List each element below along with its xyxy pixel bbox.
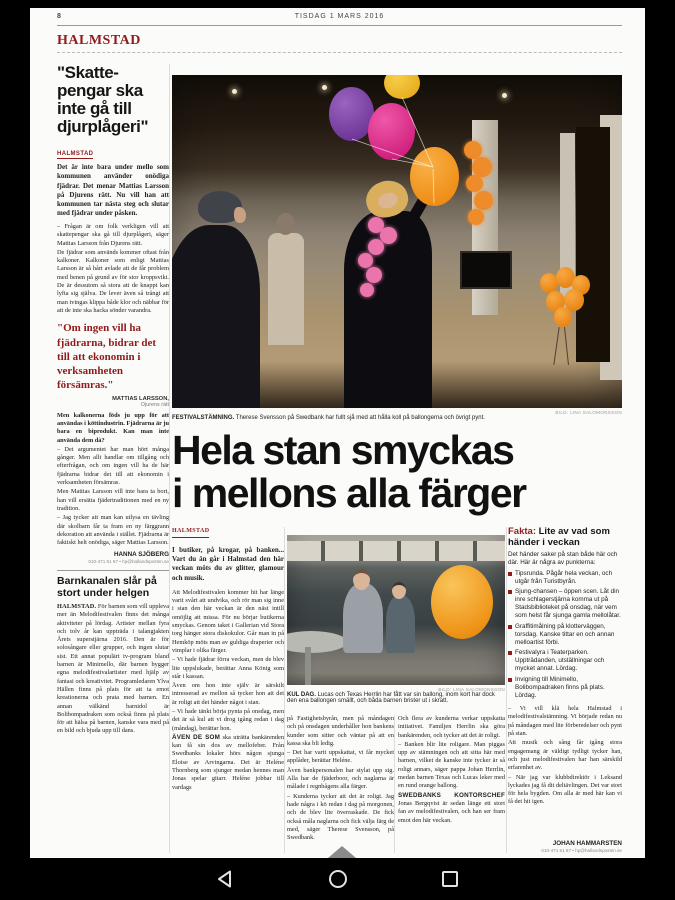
article-intro: I butiker, på krogar, på banken... Vart du än går i Halmstad den här veckan möts du av glitter, glamour och musik. xyxy=(172,545,284,582)
byline: JOHAN HAMMARSTEN xyxy=(552,840,622,847)
recents-icon xyxy=(439,868,461,890)
article-intro: Det är inte bara under mello som kommunen använder onödiga fjädrar. Det menar Mattias Larsson på Djurens rätt. Nu vill han att kommunen tar nästa steg och slutar med fjädrar under påsken. xyxy=(57,163,169,217)
paragraph: – När jag var klubbdirektör i Leksand lyckades jag få dit deltävlingen. Det var stort för hela bygden. Om alla är med här kan vi få det hit igen. xyxy=(508,773,622,806)
paragraph-rest: Jonas Bergqvist är sedan länge ett stort fan av melodifestivalen, och han ser fram emot den här veckan. xyxy=(398,799,505,824)
caption-text xyxy=(287,692,505,704)
paragraph: – Frågan är om folk verkligen vill att skattepengar ska gå till djurplågeri, säger Mattias Larsson från Djurens rätt. xyxy=(57,222,169,247)
fakta-bullet xyxy=(508,588,622,621)
column-rule xyxy=(284,527,285,853)
pull-quote: "Om ingen vill ha fjädrarna, bidrar det till att ekonomin i verksamheten försämras." xyxy=(57,322,157,392)
lead-in: SWEDBANKS KONTORSCHEF xyxy=(398,791,505,799)
child-figure xyxy=(343,583,383,653)
main-article-column-2 xyxy=(287,715,394,853)
left-article-headline xyxy=(57,64,169,135)
caption-body: Lucas och Texas Herrlin har fått var sin ballong, inom kort har dock den ena ballongen smällt, och båda barnen brister ut i skratt. xyxy=(287,692,495,704)
kicker: HALMSTAD xyxy=(57,151,94,158)
quote-role: Djurens rätt xyxy=(141,401,169,408)
bullet-text: Graffitimålning på klotterväggen, torsdag. Kanske tittar en och annan melloartist förbi. xyxy=(515,622,615,646)
main-photo xyxy=(172,75,622,408)
fakta-label: Fakta: xyxy=(508,527,536,537)
fakta-title xyxy=(508,527,622,548)
question-paragraph: Men kalkonerna föds ju upp för att användas i köttindustrin. Fjädrarna är ju bara en biprodukt. Kan man inte använda dem då? xyxy=(57,411,169,444)
kids-article-body xyxy=(57,603,169,736)
window-band xyxy=(287,541,505,561)
left-column xyxy=(57,64,169,853)
column-rule xyxy=(394,715,395,853)
caption-body: Therese Svensson på Swedbank har fullt sjå med att hålla koll på ballongerna och övrigt pynt. xyxy=(235,415,485,421)
masthead-rule xyxy=(57,25,622,26)
paragraph: Att musik och sång får igång stora engagemang är väldigt tydligt tycker han, och just melodifestivalen har han särskild erfarenhet av. xyxy=(508,739,622,772)
paragraph: – Vi hade fjädrar förra veckan, men de blev lite uppslukade, berättar Anna König som står i kassan. xyxy=(172,656,284,680)
column-rule xyxy=(169,64,170,853)
fakta-title-text: Lite av vad som händer i veckan xyxy=(508,527,610,548)
main-photo-caption xyxy=(172,410,622,421)
lead-in: HALMSTAD. xyxy=(57,602,97,610)
paragraph: – Banken blir lite roligare. Man piggas upp av stämningen och att sitta här med barnen, vilket de kanske inte tycker är så roligt annars, säger pappa Johan Herrlin, medan barnen Texas och Lucas leker med en rund orange ballong. xyxy=(398,740,505,790)
back-icon xyxy=(215,868,237,890)
paragraph: För barnen som vill uppleva mer än Melodifestivalen finns det många aktiviteter på lördag. Artister mellan fyra och tolv år kan uppträda i talangjakten Årets superstjärna 2016. Den är för solosångare eller grupper, och ingen slutar sist. Ett annat populärt tv-program bland barnen är Minimello, där barnen bygger egna melodifestivalartister med hjälp av fantasi och kreativitet. Programledaren Ylva Hällen finns på plats för att ta emot kreationerna och prata med barnen. En annan välkänd barnidol är Bolibompadraken som också finns på plats för att hälsa på barnen, kanske vara med på en bild och bjuda upp till dans. xyxy=(57,602,169,735)
paragraph: på Fastighetsbyrån, men på måndagen och på onsdagen underhåller hon bankens kunder som sitter och väntar på att en kassa ska bli ledig. xyxy=(287,715,394,747)
bullet-square-icon xyxy=(508,625,512,629)
fakta-bullet xyxy=(508,649,622,674)
paragraph: – Det har varit uppskattat, vi får mycket applåder, berättar Heléne. xyxy=(287,749,394,765)
table-leg xyxy=(305,647,311,685)
balloon-strings xyxy=(172,75,622,408)
photo-credit: BILD: LINA SALOMONSSON xyxy=(438,687,505,692)
bullet-square-icon xyxy=(508,572,512,576)
home-icon xyxy=(327,868,349,890)
caption-label: FESTIVALSTÄMNING. xyxy=(172,415,235,421)
lead-in: ÄVEN DE SOM xyxy=(172,733,221,741)
byline-block xyxy=(508,834,622,853)
main-article-column-3 xyxy=(398,715,505,853)
paragraph: Men Mattias Larsson vill inte bara ta bort, han vill ersätta fjädertraditionen med en ny tradition. xyxy=(57,488,169,512)
kicker: HALMSTAD xyxy=(172,528,209,538)
bullet-text: Festivalyra i Teaterparken. Uppträdanden, utställningar och mycket annat. Lördag. xyxy=(515,649,605,673)
inline-photo xyxy=(287,535,505,685)
bullet-square-icon xyxy=(508,590,512,594)
headline-line: inte gå till xyxy=(57,98,132,118)
kids-article-headline: Barnkanalen slår på stort under helgen xyxy=(57,575,157,600)
child-figure xyxy=(386,595,415,653)
paragraph: – Det argumentet har man hört många gånger. Men allt handlar om tillgång och efterfrågan, och om ingen vill ha de här fjädrarna bidrar det till att ekonomin i verksamheten försämras. xyxy=(57,445,169,487)
masthead xyxy=(57,13,622,23)
bullet-text: Sjung-chansen – öppen scen. Låt din inre schlagerstjärna komma ut på Stadsbiblioteket på onsdag, när vem som helst får sjunga gamla mellolåtar. xyxy=(515,587,621,620)
bullet-square-icon xyxy=(508,651,512,655)
paragraph: Och flera av kunderna verkar uppskatta initiativet. Familjen Herrlin ska göra bankärenden, och tycker att det är roligt. xyxy=(398,715,505,739)
paragraph: – Vi vill klä hela Halmstad i melodifestivalstämning. Vi började redan nu på måndagen med lite förberedelser och pynt på stan. xyxy=(508,705,622,738)
newspaper-page[interactable] xyxy=(30,8,645,858)
quote-attribution: MATTIAS LARSSON, xyxy=(112,395,169,402)
issue-date: TISDAG 1 MARS 2016 xyxy=(294,13,385,20)
round-table xyxy=(287,631,347,653)
headline-line: Hela stan smyckas xyxy=(172,427,514,473)
main-article-column-1 xyxy=(172,527,284,853)
photo-credit: BILD: LINA SALOMONSSON xyxy=(555,410,622,415)
paragraph-rest: ska uträtta bankärenden kan få sin dos av mellofeber. Från Swedbanks lokaler hörs någon sjunga Eloise av Arvingarna. Det är Heléne Thornberg som sjunger medan hennes man Jonas spelar gitarr. Heléne jobbar till vardags xyxy=(172,733,284,791)
paragraph xyxy=(172,734,284,792)
paragraph: – Jag tycker att man kan utlysa en tävling där skolbarn får ta fram en ny färggrann dekoration att använda i stället. Fjädrarna är faktiskt helt onödiga, säger Mattias Larsson. xyxy=(57,514,169,547)
byline-contact: 010-471 51 87 • hp@hallandsposten.se xyxy=(541,848,622,853)
scroll-up-handle-icon[interactable] xyxy=(328,846,356,858)
nav-recents-button[interactable] xyxy=(438,867,462,891)
bullet-square-icon xyxy=(508,678,512,682)
paragraph: Att Melodifestivalen kommer hit har länge varit svårt att undvika, och rör man sig inne i stan den här veckan är den näst intill omöjlig att missa. För nu börjar butikerna smyckas. Genom taket i Gallerian vid Stora torg hänger stora diskokulor. Går man in på Hemköp möts man av guldiga draperier och vimplar i olika färger. xyxy=(172,588,284,654)
main-headline xyxy=(172,429,632,514)
main-article-column-4 xyxy=(508,705,622,807)
inline-photo-caption xyxy=(287,687,505,704)
orange-balloon-large xyxy=(431,565,493,639)
fakta-intro: Det händer saker på stan både här och där. Här är några av punkterna: xyxy=(508,551,618,567)
byline: HANNA SJÖBERG xyxy=(113,551,169,559)
fakta-bullet xyxy=(508,676,622,701)
article-divider xyxy=(57,570,169,571)
nav-back-button[interactable] xyxy=(214,867,238,891)
paragraph xyxy=(398,792,505,825)
child-head xyxy=(392,582,406,599)
paragraph: Även bankpersonalen har stylat upp sig. Alla har de fjäderboor, och naglarna är målade i regnbågens alla färger. xyxy=(287,766,394,791)
headline-line: "Skatte- xyxy=(57,64,119,82)
bullet-text: Invigning till Minimello, Bolibompadraken finns på plats. Lördag. xyxy=(515,675,605,699)
byline-contact: 010-471 51 87 • hp@hallandsposten.se xyxy=(88,559,169,565)
section-rule xyxy=(57,52,622,53)
caption-label: KUL DAG. xyxy=(287,692,316,698)
caption-text xyxy=(172,415,622,421)
child-head xyxy=(353,569,370,590)
headline-line: djurplågeri" xyxy=(57,116,149,136)
section-title: HALMSTAD xyxy=(57,33,141,48)
paragraph: – Vi hade tänkt börja pynta på onsdag, men det är så kul att vi drog igång redan i dag (måndag), berättar hon. xyxy=(172,708,284,732)
bullet-text: Tipsrunda. Pågår hela veckan, och utgår från Turistbyrån. xyxy=(515,569,613,585)
android-navbar xyxy=(0,858,675,900)
paragraph: De fjädrar som används kommer oftast från kalkoner. Kalkoner som enligt Mattias Larsson är så hårt avlade att de får problem med benen på grund av för stor kroppsvikt. De är dessutom så stora att de knappt kan lyfta sig själva. De lever även så trångt att man tvingas klippa både klor och näbbar för att de inte ska hacka sönder varandra. xyxy=(57,248,169,314)
right-column xyxy=(508,527,622,853)
fakta-bullet xyxy=(508,570,622,586)
headline-line: pengar ska xyxy=(57,80,143,100)
page-number: 8 xyxy=(57,13,61,20)
column-rule xyxy=(506,527,507,853)
paragraph: Även om hon inte själv är särskilt intresserad av mellon så tycker hon att det är roligt att det händer något i stan. xyxy=(172,682,284,706)
headline-line: i mellons alla färger xyxy=(172,469,526,516)
fakta-bullet xyxy=(508,623,622,648)
paragraph: – Kunderna tycker att det är roligt. Jag hade några i kö redan i dag på morgonen, och de blev lite överraskade. De fick också måla naglarna och fick välja färg de med, säger Therese Svensson, på Swedbank. xyxy=(287,792,394,842)
nav-home-button[interactable] xyxy=(326,867,350,891)
